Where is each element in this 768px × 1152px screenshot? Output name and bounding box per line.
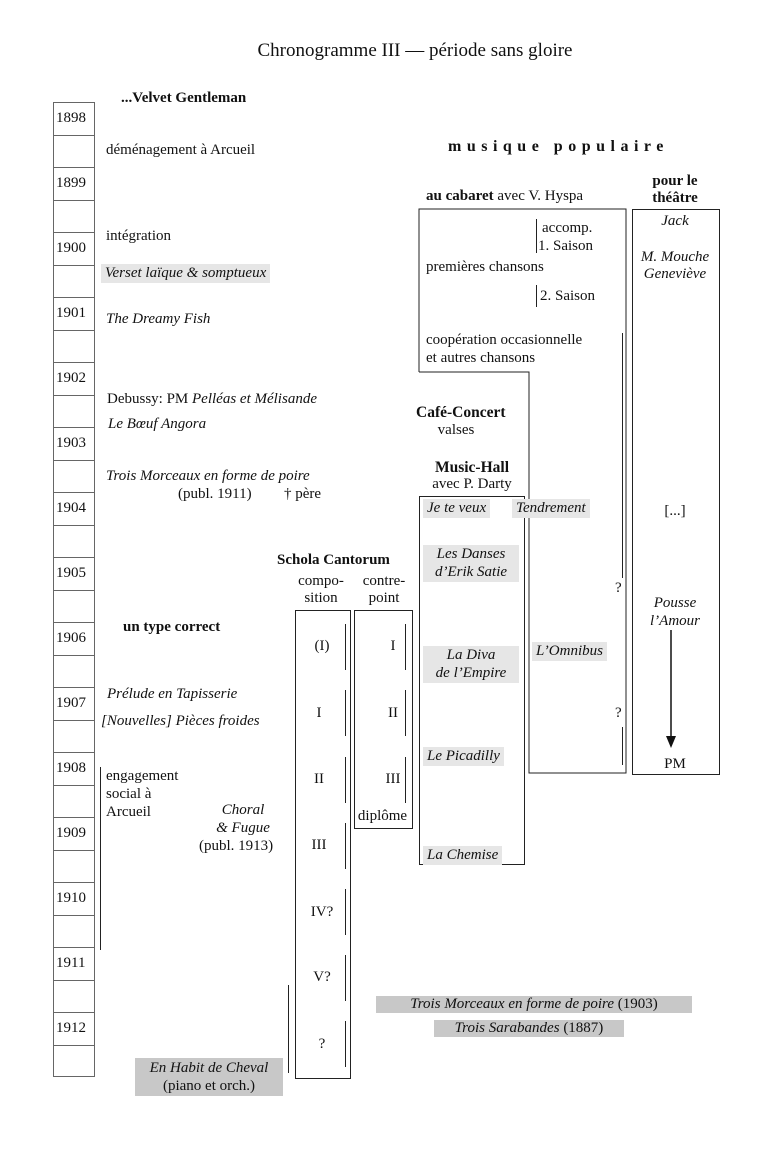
theatre-pousse: Pousse [653,595,697,611]
contrepoint-year: III [385,771,401,787]
integration-label: intégration [106,228,171,244]
bottom-sarabandes-caption [434,1020,624,1037]
pere-death-label: † père [284,486,322,502]
year-cell: 1899 [53,167,95,200]
theatre-amour: l’Amour [650,613,700,629]
arcueil-move-label: déménagement à Arcueil [106,142,256,158]
choral-label-2: & Fugue [216,820,270,836]
bottom-morceaux-title: Trois Morceaux en forme de poire [410,996,614,1012]
theatre-genevieve: Geneviève [643,266,707,282]
composition-year: V? [313,969,331,985]
saison-2-bar [536,285,537,307]
song-danses-2: d’Erik Satie [423,563,519,582]
dreamy-fish-label: The Dreamy Fish [106,311,211,327]
year-cell: 1910 [53,882,95,915]
pieces-froides-label: [Nouvelles] Pièces froides [101,713,260,729]
cooperation-bar-upper [622,333,623,578]
year-cell: 1908 [53,752,95,785]
contrepoint-header-1: contre- [362,573,406,589]
darty-label: avec P. Darty [432,476,512,492]
year-cell: 1909 [53,817,95,850]
cooperation-bar-lower [622,727,623,765]
valses-label: valses [437,422,475,438]
contrepoint-header-2: point [368,590,400,606]
musique-populaire-header: musique populaire [448,138,669,155]
morceaux-label: Trois Morceaux en forme de poire [106,468,310,484]
theatre-jack: Jack [661,213,689,229]
boeuf-angora-label: Le Bœuf Angora [108,416,207,432]
pelleas-title: Pelléas et Mélisande [192,391,317,407]
bottom-sarabandes-year: (1887) [559,1020,604,1036]
composition-year: ? [318,1036,326,1052]
year-cell: 1902 [53,362,95,395]
debussy-prefix: Debussy: PM [107,391,189,407]
song-tendrement: Tendrement [512,499,590,518]
cabaret-hyspa: avec V. Hyspa [493,188,584,204]
song-chemise: La Chemise [423,846,502,865]
year-cell: 1905 [53,557,95,590]
song-je-te-veux: Je te veux [423,499,490,518]
choral-label-1: Choral [221,802,265,818]
diplome-label: diplôme [357,808,408,824]
music-hall-label: Music-Hall [434,459,510,476]
piano-orch-label: (piano et orch.) [162,1078,256,1094]
verset-laique-label: Verset laïque & somptueux [101,264,270,283]
accomp-bar [536,219,537,253]
composition-year: I [316,705,322,721]
song-danses-1: Les Danses [423,545,519,564]
habit-cheval-label: En Habit de Cheval [149,1060,269,1076]
theatre-pm: PM [664,756,686,772]
year-cell: 1907 [53,687,95,720]
year-cell: 1903 [53,427,95,460]
type-correct-label: un type correct [123,619,221,635]
saison-2-label: 2. Saison [540,288,596,304]
engagement-label-2: social à [106,786,152,802]
composition-year: III [311,837,327,853]
year-cell: 1904 [53,492,95,525]
cafe-concert-label: Café-Concert [416,404,506,421]
year-cell: 1906 [53,622,95,655]
theatre-mouche: M. Mouche [640,249,710,265]
page-title: Chronogramme III — période sans gloire [257,40,573,61]
contrepoint-year: II [388,705,398,721]
arrow-down-icon [661,630,681,750]
theatre-ellipsis: [...] [664,503,686,519]
year-cell: 1912 [53,1012,95,1045]
uncertain-mark: ? [615,705,622,721]
cabaret-bold: au cabaret [426,188,494,204]
accomp-label: accomp. [542,220,593,236]
bottom-morceaux-caption [376,996,692,1013]
bottom-morceaux-year: (1903) [613,996,658,1012]
publ-1911-label: (publ. 1911) [178,486,252,502]
song-picadilly: Le Picadilly [423,747,504,766]
premieres-chansons-label: premières chansons [426,259,544,275]
year-cell: 1900 [53,232,95,265]
schola-cantorum-title: Schola Cantorum [277,552,390,568]
composition-year: (I) [314,638,330,654]
year-cell: 1898 [53,102,95,135]
theatre-header-2: théâtre [652,190,698,206]
engagement-label-3: Arcueil [106,804,151,820]
publ-1913-label: (publ. 1913) [199,838,274,854]
song-diva-2: de l’Empire [423,664,519,683]
song-omnibus: L’Omnibus [532,642,607,661]
uncertain-mark: ? [615,580,622,596]
year-cell: 1911 [53,947,95,980]
contrepoint-year: I [390,638,396,654]
prelude-tapisserie-label: Prélude en Tapisserie [107,686,238,702]
saison-1-label: 1. Saison [538,238,594,254]
composition-header-2: sition [304,590,338,606]
song-diva-1: La Diva [423,646,519,665]
velvet-gentleman-label: ...Velvet Gentleman [121,90,247,106]
year-cell: 1901 [53,297,95,330]
cooperation-label-2: et autres chansons [426,350,536,366]
composition-year: II [314,771,324,787]
cooperation-label-1: coopération occasionnelle [426,332,583,348]
composition-year: IV? [310,904,334,920]
composition-header-1: compo- [298,573,344,589]
bottom-sarabandes-title: Trois Sarabandes [454,1020,560,1036]
theatre-header-1: pour le [652,173,698,189]
engagement-label-1: engagement [106,768,179,784]
